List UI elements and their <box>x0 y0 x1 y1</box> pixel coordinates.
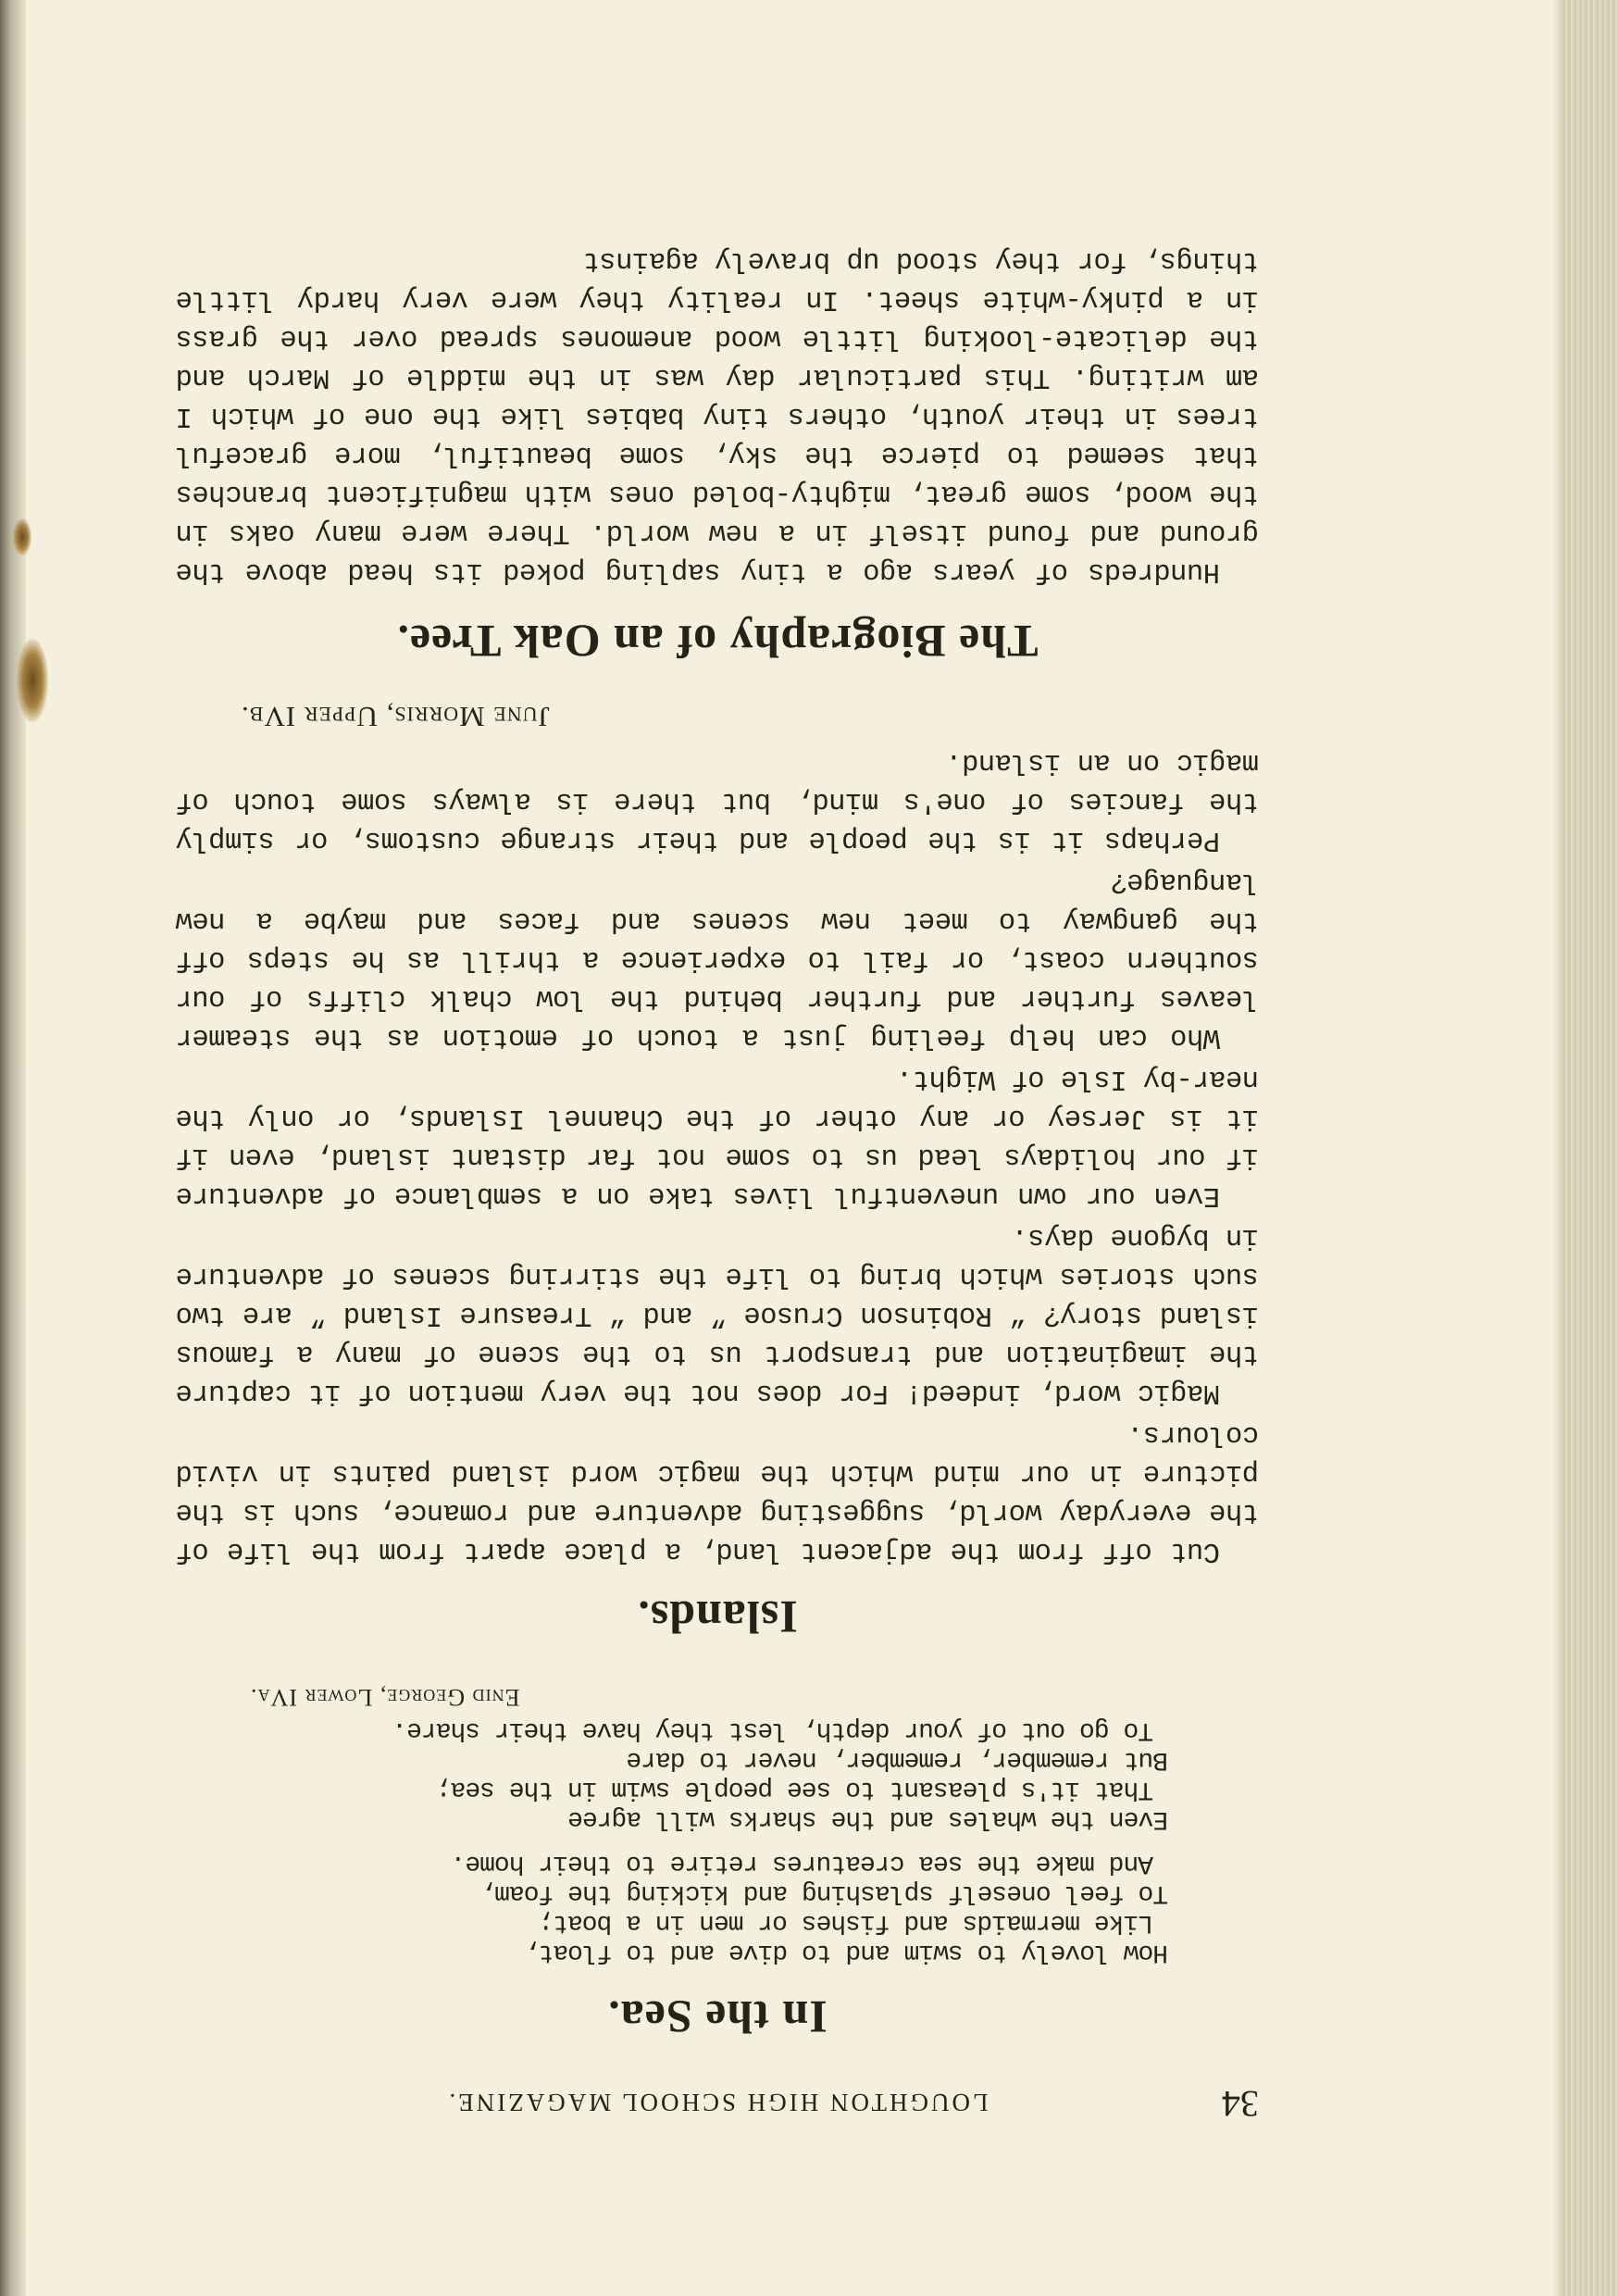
poem-line: Even the whales and the sharks will agree <box>568 1804 1168 1833</box>
paragraph: Hundreds of years ago a tiny sapling poked its head above the ground and found itself in a new world. There were many oaks in the wood, some great, mighty-boled ones with magnificent branches that seemed to pierce the sky, some beautiful, more graceful trees in their youth, others tiny babies like the one of which I am writing. This particular day was in the middle of March and the delicate-looking little wood anemones spread over the grass in a pinky-white sheet. In reality they were very hardy little things, for they stood up bravely against <box>176 244 1259 587</box>
oak-tree-title: The Biography of an Oak Tree. <box>396 616 1039 668</box>
paragraph: Who can help feeling just a touch of emotion as the steamer leaves further and further behind the low chalk cliffs of our southern coast, or fail to experience a thrill as he steps off the gangway to meet new scenes and faces and maybe a new language? <box>176 866 1259 1053</box>
poem-line: To feel oneself splashing and kicking the foam, <box>480 1878 1168 1907</box>
poem-line: That it's pleasant to see people swim in the sea; <box>436 1775 1153 1803</box>
running-head: LOUGHTON HIGH SCHOOL MAGAZINE. <box>446 2089 989 2116</box>
poem-line: To go out of your depth, lest they have their share. <box>392 1716 1153 1744</box>
page-number: 34 <box>1222 2083 1259 2125</box>
islands-author: June Morris, Upper IVb. <box>241 701 550 733</box>
islands-article <box>176 742 1259 1570</box>
poem-title: In the Sea. <box>607 1991 828 2043</box>
poem-line: How lovely to swim and to dive and to float, <box>524 1938 1168 1966</box>
foxing-stain <box>13 518 31 555</box>
poem <box>176 1715 1168 1966</box>
paragraph: Magic word, indeed! For does not the very mention of it capture the imagination and transport us to the scene of many a famous island story? “ Robinson Crusoe ” and “ Treasure Island ” are two such stories which bring to life the stirring scenes of adventure in bygone days. <box>176 1221 1259 1408</box>
oak-tree-article <box>176 241 1259 591</box>
book-binding <box>0 0 26 2296</box>
paragraph: Cut off from the adjacent land, a place apart from the life of the everyday world, suggesting adventure and romance, such is the picture in our mind which the magic word island paints in vivid colours. <box>176 1418 1259 1566</box>
poem-line: And make the sea creatures retire to their home. <box>451 1849 1153 1878</box>
paragraph: Perhaps it is the people and their strange customs, or simply the fancies of one's mind, but there is always some touch of magic on an island. <box>176 746 1259 855</box>
page-stack-edge <box>1562 0 1618 2296</box>
poem-line: But remember, remember, never to dare <box>627 1745 1168 1774</box>
page-header <box>176 2065 1259 2129</box>
paragraph: Even our own uneventful lives take on a semblance of adventure if our holidays lead us to some not far distant island, even if it is Jersey or any other of the Channel Islands, or only the near-by Isle of Wight. <box>176 1063 1259 1211</box>
foxing-stain <box>17 639 48 722</box>
printed-page <box>176 148 1259 2129</box>
poem-line: Like mermaids and fishes or men in a boat; <box>539 1908 1153 1937</box>
islands-title: Islands. <box>637 1591 798 1643</box>
poem-author: Enid George, Lower IVa. <box>250 1684 520 1711</box>
